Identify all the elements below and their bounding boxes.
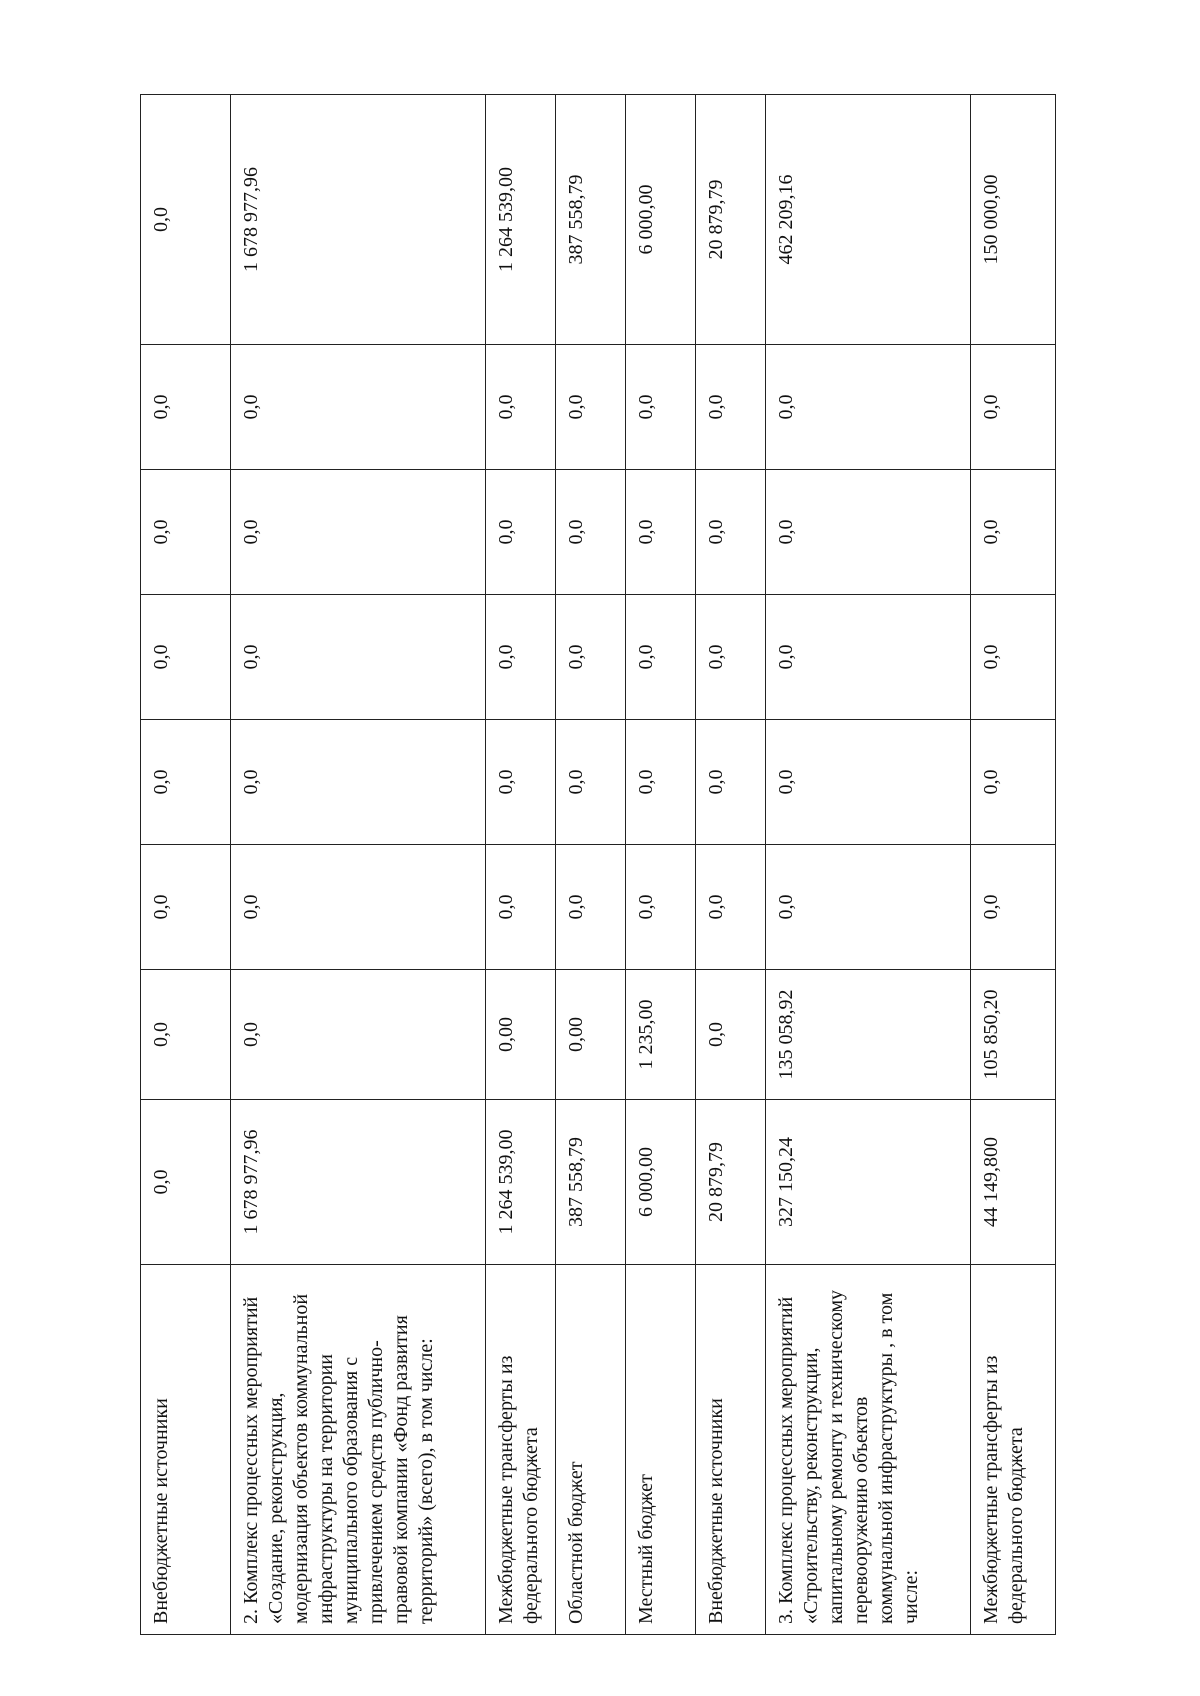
table-row	[556, 95, 626, 1635]
value-cell: 0,0	[626, 720, 696, 845]
row-label: 2. Комплекс процессных мероприятий «Создание, реконструкция, модернизация объектов коммунальной инфраструктуры на территории муниципального образования с привлечением средств публично-правовой компании «Фонд развития территорий» (всего), в том числе:	[231, 1265, 486, 1635]
value-cell: 105 850,20	[971, 970, 1056, 1100]
value-cell: 1 678 977,96	[231, 1100, 486, 1265]
table-row	[141, 95, 231, 1635]
value-cell: 0,0	[556, 845, 626, 970]
value-cell: 0,0	[141, 1100, 231, 1265]
row-label: Межбюджетные трансферты из федерального бюджета	[971, 1265, 1056, 1635]
value-cell: 0,0	[696, 595, 766, 720]
value-cell: 0,0	[696, 720, 766, 845]
value-cell: 0,0	[766, 595, 971, 720]
value-cell: 6 000,00	[626, 1100, 696, 1265]
value-cell: 20 879,79	[696, 95, 766, 345]
value-cell: 0,0	[696, 470, 766, 595]
row-label: Местный бюджет	[626, 1265, 696, 1635]
value-cell: 0,00	[486, 970, 556, 1100]
budget-table	[140, 94, 1056, 1635]
value-cell: 0,0	[971, 345, 1056, 470]
value-cell: 0,0	[971, 470, 1056, 595]
value-cell: 44 149,800	[971, 1100, 1056, 1265]
value-cell: 20 879,79	[696, 1100, 766, 1265]
value-cell: 387 558,79	[556, 95, 626, 345]
value-cell: 1 264 539,00	[486, 1100, 556, 1265]
value-cell: 0,0	[231, 720, 486, 845]
value-cell: 0,0	[556, 345, 626, 470]
value-cell: 327 150,24	[766, 1100, 971, 1265]
value-cell: 0,0	[141, 845, 231, 970]
value-cell: 1 264 539,00	[486, 95, 556, 345]
value-cell: 0,0	[971, 720, 1056, 845]
value-cell: 0,0	[231, 845, 486, 970]
value-cell: 135 058,92	[766, 970, 971, 1100]
value-cell: 387 558,79	[556, 1100, 626, 1265]
value-cell: 0,0	[141, 970, 231, 1100]
value-cell: 0,0	[141, 345, 231, 470]
table-row	[486, 95, 556, 1635]
value-cell: 0,00	[556, 970, 626, 1100]
value-cell: 0,0	[971, 595, 1056, 720]
value-cell: 0,0	[696, 845, 766, 970]
table-row	[696, 95, 766, 1635]
table-row	[231, 95, 486, 1635]
value-cell: 0,0	[626, 470, 696, 595]
value-cell: 0,0	[696, 345, 766, 470]
value-cell: 0,0	[231, 470, 486, 595]
value-cell: 0,0	[556, 720, 626, 845]
value-cell: 1 235,00	[626, 970, 696, 1100]
value-cell: 0,0	[141, 95, 231, 345]
value-cell: 0,0	[231, 970, 486, 1100]
value-cell: 0,0	[626, 595, 696, 720]
value-cell: 6 000,00	[626, 95, 696, 345]
table-row	[766, 95, 971, 1635]
row-label: Внебюджетные источники	[696, 1265, 766, 1635]
value-cell: 0,0	[556, 595, 626, 720]
value-cell: 0,0	[766, 345, 971, 470]
value-cell: 0,0	[486, 345, 556, 470]
value-cell: 0,0	[141, 470, 231, 595]
value-cell: 0,0	[486, 470, 556, 595]
row-label: Внебюджетные источники	[141, 1265, 231, 1635]
value-cell: 0,0	[766, 470, 971, 595]
row-label: Областной бюджет	[556, 1265, 626, 1635]
value-cell: 0,0	[766, 845, 971, 970]
table-row	[971, 95, 1056, 1635]
value-cell: 0,0	[696, 970, 766, 1100]
value-cell: 0,0	[626, 845, 696, 970]
value-cell: 0,0	[766, 720, 971, 845]
value-cell: 1 678 977,96	[231, 95, 486, 345]
value-cell: 150 000,00	[971, 95, 1056, 345]
value-cell: 0,0	[486, 720, 556, 845]
value-cell: 0,0	[626, 345, 696, 470]
rotated-table-sheet	[140, 95, 1090, 1635]
value-cell: 0,0	[231, 595, 486, 720]
value-cell: 0,0	[141, 595, 231, 720]
table-row	[626, 95, 696, 1635]
value-cell: 0,0	[971, 845, 1056, 970]
value-cell: 0,0	[486, 595, 556, 720]
row-label: 3. Комплекс процессных мероприятий «Строительству, реконструкции, капитальному ремонту и техническому перевооружению объектов коммунальной инфраструктуры , в том числе:	[766, 1265, 971, 1635]
value-cell: 0,0	[556, 470, 626, 595]
value-cell: 0,0	[231, 345, 486, 470]
row-label: Межбюджетные трансферты из федерального бюджета	[486, 1265, 556, 1635]
value-cell: 0,0	[486, 845, 556, 970]
value-cell: 0,0	[141, 720, 231, 845]
value-cell: 462 209,16	[766, 95, 971, 345]
